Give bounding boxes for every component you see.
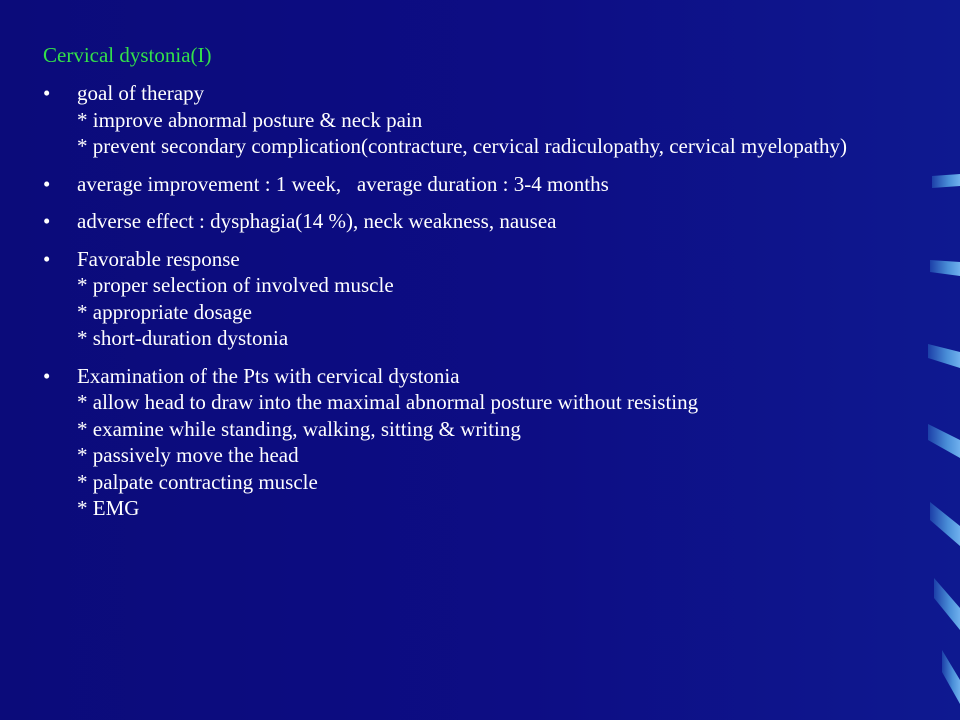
stripe bbox=[930, 502, 960, 546]
stripe bbox=[928, 424, 960, 458]
bullet-goal-of-therapy bbox=[43, 80, 923, 160]
stripe bbox=[942, 650, 960, 704]
stripe bbox=[932, 174, 960, 188]
bullet-marker: • bbox=[43, 246, 51, 271]
bullet-line: goal of therapy bbox=[77, 81, 205, 105]
bullet-marker: • bbox=[43, 171, 51, 196]
bullet-line: * proper selection of involved muscle bbox=[77, 273, 394, 297]
stripe bbox=[934, 578, 960, 630]
bullet-list bbox=[43, 80, 923, 533]
bullet-line: adverse effect : dysphagia(14 %), neck weakness, nausea bbox=[77, 209, 557, 233]
bullet-line: * improve abnormal posture & neck pain bbox=[77, 107, 423, 132]
bullet-line: * appropriate dosage bbox=[77, 299, 252, 324]
bullet-line: * palpate contracting muscle bbox=[77, 469, 318, 494]
bullet-line: Examination of the Pts with cervical dystonia bbox=[77, 363, 460, 388]
bullet-favorable-response bbox=[43, 246, 923, 352]
bullet-line: Favorable response bbox=[77, 246, 240, 271]
bullet-line: * allow head to draw into the maximal abnormal posture without resisting bbox=[77, 390, 699, 414]
bullet-line: * prevent secondary complication(contracture, cervical radiculopathy, cervical myelopathy) bbox=[77, 134, 848, 158]
decorative-stripes bbox=[920, 0, 960, 720]
bullet-marker: • bbox=[43, 363, 51, 388]
bullet-line: * short-duration dystonia bbox=[77, 326, 289, 350]
bullet-marker: • bbox=[43, 81, 51, 105]
bullet-line: average improvement : 1 week, average duration : 3-4 months bbox=[77, 171, 609, 196]
bullet-line: * examine while standing, walking, sitting & writing bbox=[77, 416, 521, 441]
bullet-adverse-effect bbox=[43, 208, 923, 235]
stripe bbox=[930, 260, 960, 276]
slide-title: Cervical dystonia(I) bbox=[43, 43, 212, 67]
bullet-examination bbox=[43, 363, 923, 522]
bullet-average-improvement bbox=[43, 171, 923, 198]
stripe bbox=[928, 344, 960, 368]
bullet-line: * passively move the head bbox=[77, 443, 299, 467]
bullet-marker: • bbox=[43, 209, 51, 233]
bullet-line: * EMG bbox=[77, 496, 140, 520]
